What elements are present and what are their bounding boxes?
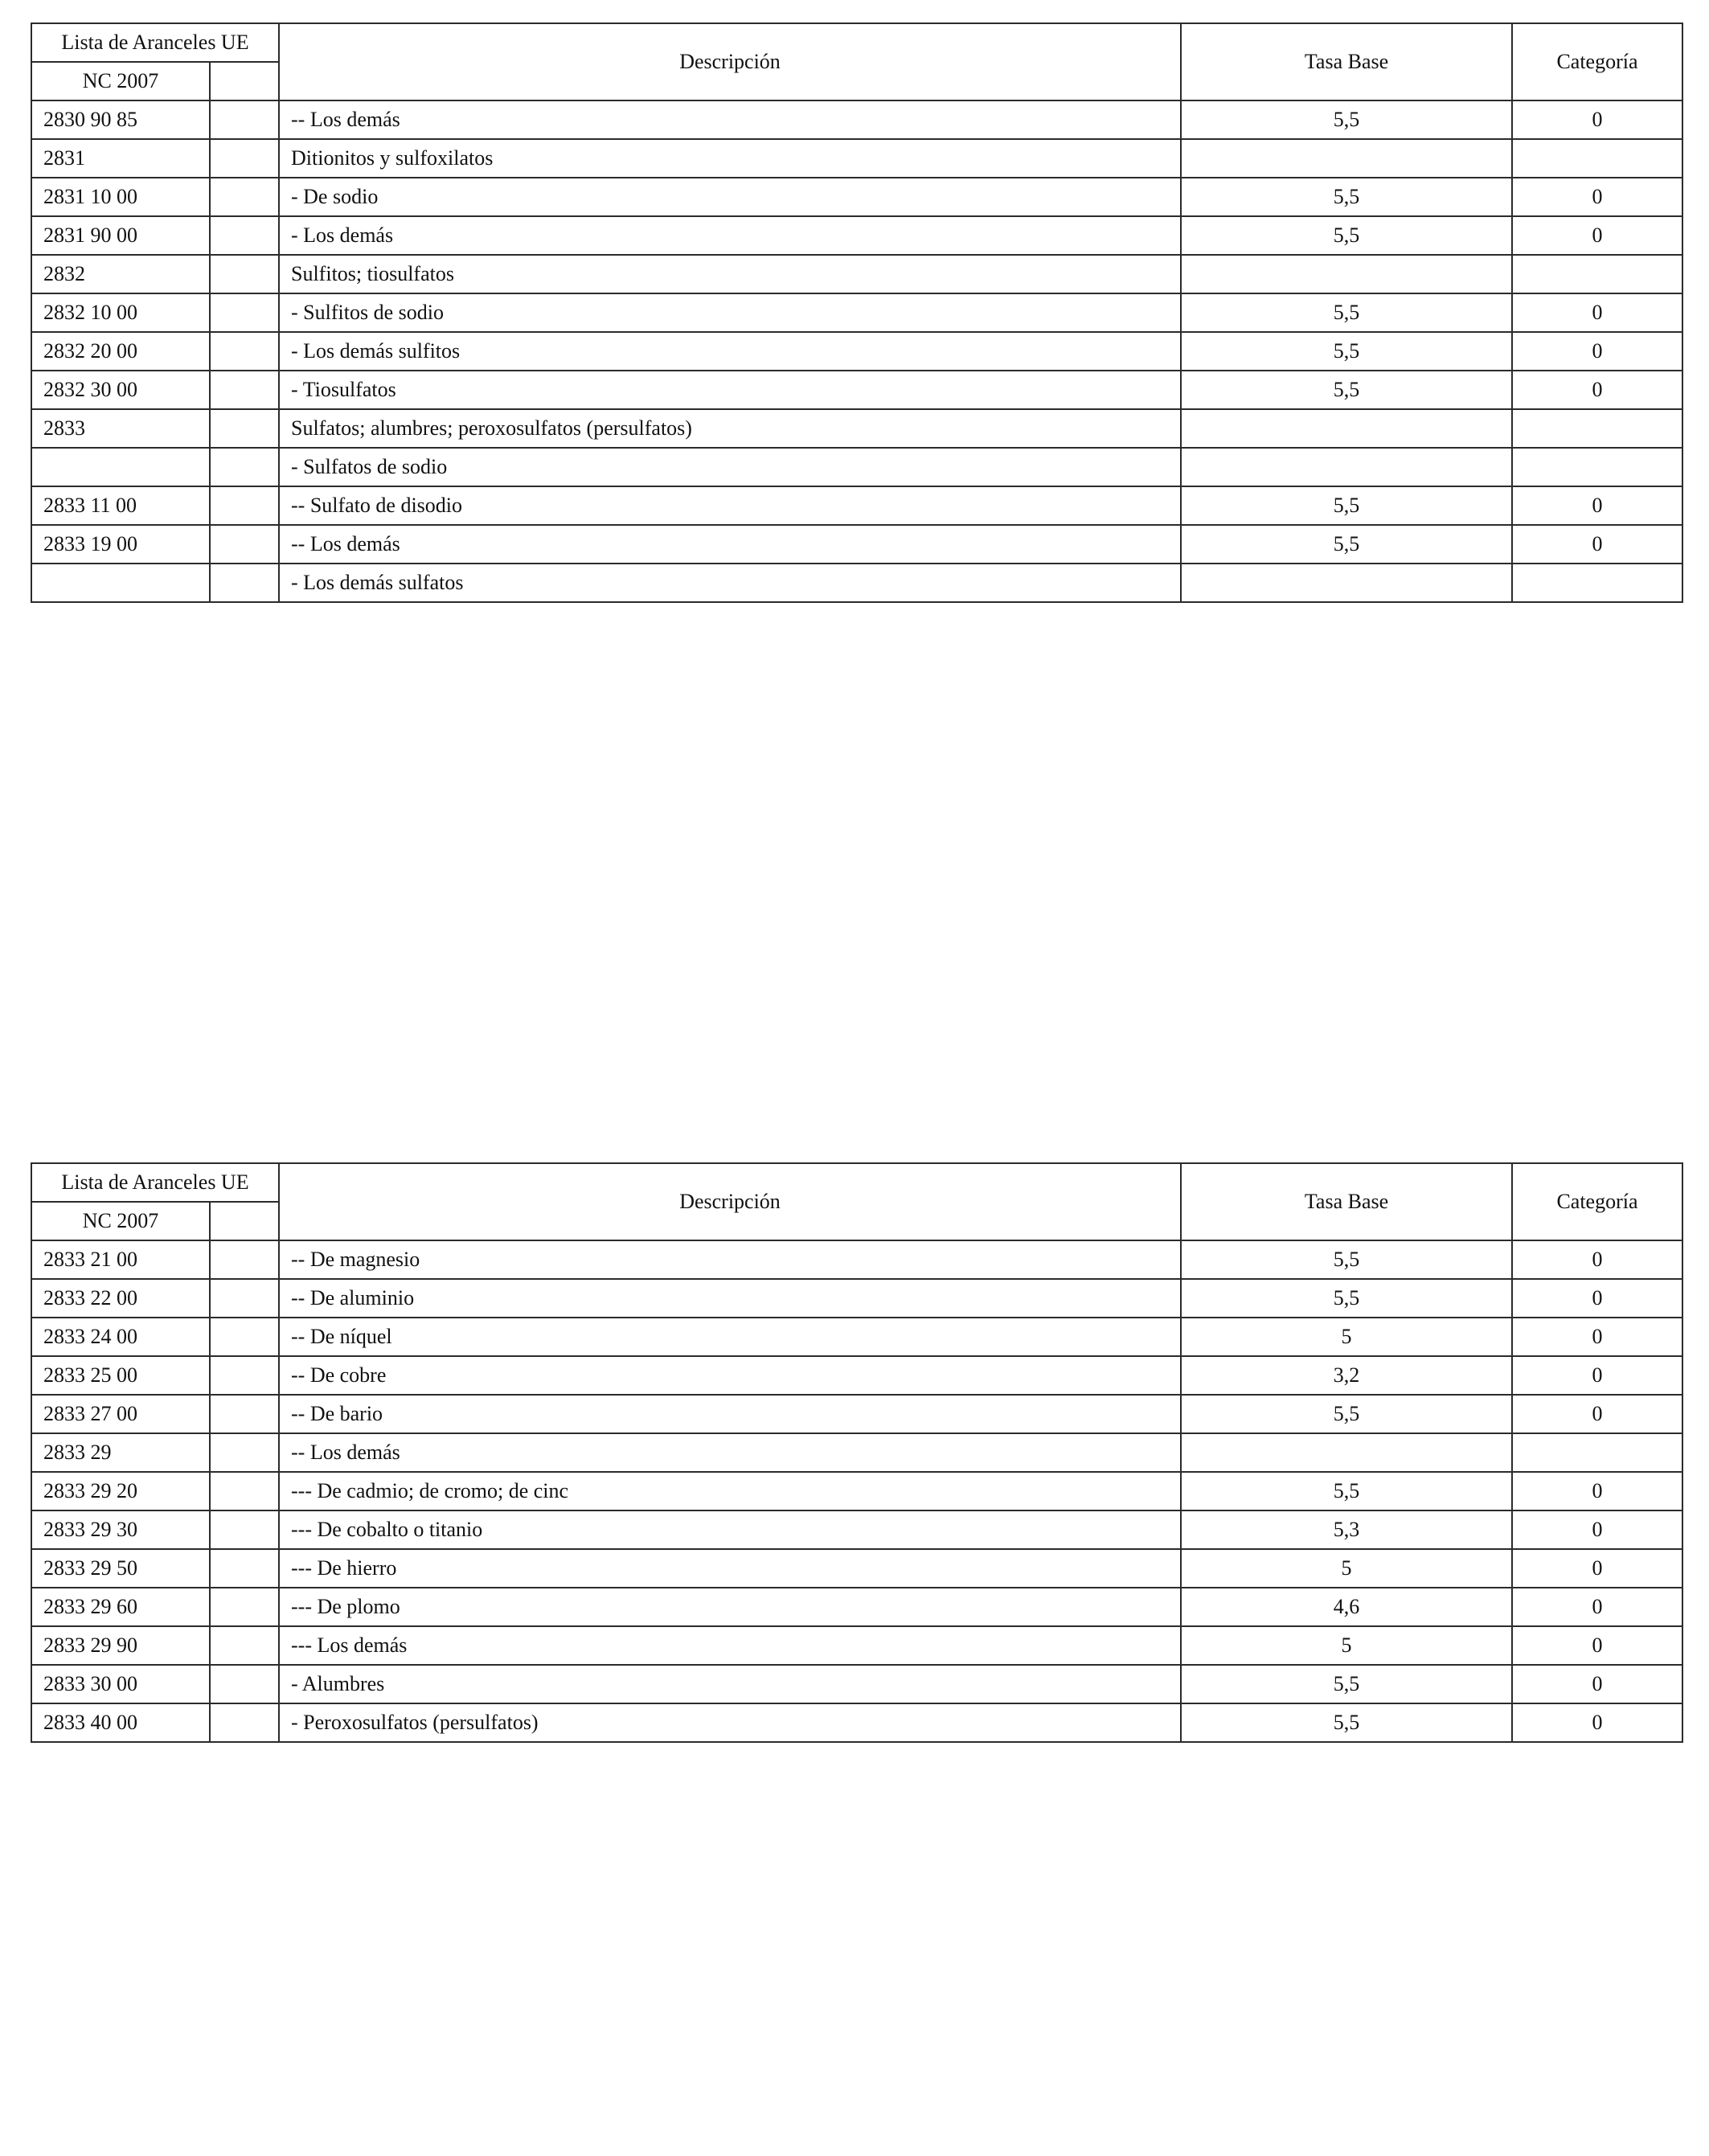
rate-cell: 4,6 xyxy=(1181,1588,1512,1626)
code-cell: 2833 29 50 xyxy=(31,1549,210,1588)
empty-cell xyxy=(210,1472,279,1510)
empty-header-cell xyxy=(210,1202,279,1240)
table-row xyxy=(31,371,1682,409)
code-cell: 2833 40 00 xyxy=(31,1703,210,1742)
code-cell: 2831 xyxy=(31,139,210,178)
code-cell xyxy=(31,448,210,486)
table-row xyxy=(31,564,1682,602)
code-cell: 2832 30 00 xyxy=(31,371,210,409)
code-cell: 2833 22 00 xyxy=(31,1279,210,1318)
description-cell: Sulfatos; alumbres; peroxosulfatos (persulfatos) xyxy=(279,409,1181,448)
description-cell: - Los demás xyxy=(279,216,1181,255)
category-cell: 0 xyxy=(1512,1318,1682,1356)
empty-cell xyxy=(210,1626,279,1665)
table-row xyxy=(31,1588,1682,1626)
category-cell: 0 xyxy=(1512,1626,1682,1665)
empty-cell xyxy=(210,139,279,178)
rate-cell: 5,5 xyxy=(1181,1279,1512,1318)
table-row xyxy=(31,100,1682,139)
base-rate-header: Tasa Base xyxy=(1181,23,1512,100)
code-cell: 2832 xyxy=(31,255,210,293)
table-row xyxy=(31,448,1682,486)
category-cell: 0 xyxy=(1512,293,1682,332)
code-cell: 2833 11 00 xyxy=(31,486,210,525)
table-row xyxy=(31,1665,1682,1703)
category-header: Categoría xyxy=(1512,1163,1682,1240)
description-cell: -- De cobre xyxy=(279,1356,1181,1395)
rate-cell: 5,5 xyxy=(1181,332,1512,371)
code-cell: 2833 29 xyxy=(31,1433,210,1472)
description-cell: -- De bario xyxy=(279,1395,1181,1433)
description-cell: Ditionitos y sulfoxilatos xyxy=(279,139,1181,178)
description-cell: - Tiosulfatos xyxy=(279,371,1181,409)
category-cell: 0 xyxy=(1512,1549,1682,1588)
description-cell: - Sulfatos de sodio xyxy=(279,448,1181,486)
rate-cell: 5,5 xyxy=(1181,178,1512,216)
table-row xyxy=(31,139,1682,178)
empty-cell xyxy=(210,1433,279,1472)
rate-cell: 5,5 xyxy=(1181,1240,1512,1279)
table-row xyxy=(31,525,1682,564)
category-cell xyxy=(1512,564,1682,602)
empty-cell xyxy=(210,1240,279,1279)
category-cell: 0 xyxy=(1512,332,1682,371)
table-row xyxy=(31,1240,1682,1279)
table-row xyxy=(31,409,1682,448)
list-header: Lista de Aranceles UE xyxy=(31,23,279,62)
description-cell: --- Los demás xyxy=(279,1626,1181,1665)
rate-cell xyxy=(1181,139,1512,178)
category-cell: 0 xyxy=(1512,178,1682,216)
code-cell: 2830 90 85 xyxy=(31,100,210,139)
list-header: Lista de Aranceles UE xyxy=(31,1163,279,1202)
description-cell: - Sulfitos de sodio xyxy=(279,293,1181,332)
empty-cell xyxy=(210,1510,279,1549)
table-row xyxy=(31,1703,1682,1742)
category-cell xyxy=(1512,409,1682,448)
table-row xyxy=(31,1433,1682,1472)
code-cell: 2833 30 00 xyxy=(31,1665,210,1703)
rate-cell xyxy=(1181,448,1512,486)
rate-cell xyxy=(1181,1433,1512,1472)
description-cell: -- De magnesio xyxy=(279,1240,1181,1279)
empty-cell xyxy=(210,448,279,486)
table-row xyxy=(31,293,1682,332)
category-cell xyxy=(1512,255,1682,293)
empty-cell xyxy=(210,486,279,525)
description-cell: - Los demás sulfatos xyxy=(279,564,1181,602)
rate-cell: 5,5 xyxy=(1181,216,1512,255)
category-cell: 0 xyxy=(1512,1703,1682,1742)
empty-cell xyxy=(210,255,279,293)
description-cell: -- De aluminio xyxy=(279,1279,1181,1318)
rate-cell: 5,5 xyxy=(1181,1395,1512,1433)
table-row xyxy=(31,332,1682,371)
empty-cell xyxy=(210,1395,279,1433)
description-header: Descripción xyxy=(279,23,1181,100)
category-cell xyxy=(1512,448,1682,486)
code-cell: 2831 90 00 xyxy=(31,216,210,255)
rate-cell: 3,2 xyxy=(1181,1356,1512,1395)
empty-cell xyxy=(210,1588,279,1626)
category-cell xyxy=(1512,1433,1682,1472)
description-cell: - Peroxosulfatos (persulfatos) xyxy=(279,1703,1181,1742)
rate-cell: 5,5 xyxy=(1181,1703,1512,1742)
code-cell: 2833 21 00 xyxy=(31,1240,210,1279)
empty-cell xyxy=(210,564,279,602)
rate-cell: 5,5 xyxy=(1181,293,1512,332)
code-cell: 2833 25 00 xyxy=(31,1356,210,1395)
table-row xyxy=(31,486,1682,525)
rate-cell: 5,5 xyxy=(1181,1665,1512,1703)
tariff-table-1 xyxy=(31,23,1683,603)
rate-cell xyxy=(1181,409,1512,448)
description-cell: --- De cadmio; de cromo; de cinc xyxy=(279,1472,1181,1510)
code-cell: 2833 29 20 xyxy=(31,1472,210,1510)
tariff-table-2 xyxy=(31,1162,1683,1743)
code-cell: 2833 29 60 xyxy=(31,1588,210,1626)
description-header: Descripción xyxy=(279,1163,1181,1240)
category-cell: 0 xyxy=(1512,1279,1682,1318)
table-row xyxy=(31,255,1682,293)
table-header-row xyxy=(31,1163,1682,1202)
category-cell xyxy=(1512,139,1682,178)
description-cell: -- Los demás xyxy=(279,1433,1181,1472)
description-cell: Sulfitos; tiosulfatos xyxy=(279,255,1181,293)
empty-cell xyxy=(210,409,279,448)
description-cell: --- De cobalto o titanio xyxy=(279,1510,1181,1549)
empty-cell xyxy=(210,1318,279,1356)
category-cell: 0 xyxy=(1512,486,1682,525)
rate-cell: 5 xyxy=(1181,1626,1512,1665)
code-cell: 2833 27 00 xyxy=(31,1395,210,1433)
table-row xyxy=(31,1279,1682,1318)
table-row xyxy=(31,216,1682,255)
empty-cell xyxy=(210,1279,279,1318)
code-cell: 2833 xyxy=(31,409,210,448)
description-cell: -- De níquel xyxy=(279,1318,1181,1356)
category-cell: 0 xyxy=(1512,1472,1682,1510)
category-cell: 0 xyxy=(1512,216,1682,255)
code-cell xyxy=(31,564,210,602)
rate-cell: 5,5 xyxy=(1181,486,1512,525)
empty-cell xyxy=(210,332,279,371)
description-cell: - De sodio xyxy=(279,178,1181,216)
table-body xyxy=(31,1240,1682,1742)
description-cell: - Los demás sulfitos xyxy=(279,332,1181,371)
category-cell: 0 xyxy=(1512,525,1682,564)
rate-cell xyxy=(1181,564,1512,602)
rate-cell: 5,5 xyxy=(1181,100,1512,139)
rate-cell: 5,5 xyxy=(1181,525,1512,564)
empty-cell xyxy=(210,525,279,564)
description-cell: --- De plomo xyxy=(279,1588,1181,1626)
table-row xyxy=(31,1510,1682,1549)
empty-cell xyxy=(210,293,279,332)
table-row xyxy=(31,1395,1682,1433)
nc-header: NC 2007 xyxy=(31,62,210,100)
base-rate-header: Tasa Base xyxy=(1181,1163,1512,1240)
code-cell: 2831 10 00 xyxy=(31,178,210,216)
code-cell: 2833 19 00 xyxy=(31,525,210,564)
category-cell: 0 xyxy=(1512,1510,1682,1549)
table-row xyxy=(31,1472,1682,1510)
description-cell: -- Sulfato de disodio xyxy=(279,486,1181,525)
category-cell: 0 xyxy=(1512,100,1682,139)
empty-header-cell xyxy=(210,62,279,100)
category-header: Categoría xyxy=(1512,23,1682,100)
table-row xyxy=(31,1356,1682,1395)
empty-cell xyxy=(210,100,279,139)
code-cell: 2832 10 00 xyxy=(31,293,210,332)
rate-cell xyxy=(1181,255,1512,293)
rate-cell: 5,5 xyxy=(1181,1472,1512,1510)
table-body xyxy=(31,100,1682,602)
empty-cell xyxy=(210,178,279,216)
table-header-row xyxy=(31,23,1682,62)
table-row xyxy=(31,1549,1682,1588)
rate-cell: 5 xyxy=(1181,1318,1512,1356)
table-row xyxy=(31,1318,1682,1356)
rate-cell: 5,5 xyxy=(1181,371,1512,409)
code-cell: 2833 24 00 xyxy=(31,1318,210,1356)
code-cell: 2832 20 00 xyxy=(31,332,210,371)
category-cell: 0 xyxy=(1512,1356,1682,1395)
description-cell: -- Los demás xyxy=(279,100,1181,139)
empty-cell xyxy=(210,216,279,255)
category-cell: 0 xyxy=(1512,1240,1682,1279)
description-cell: - Alumbres xyxy=(279,1665,1181,1703)
description-cell: -- Los demás xyxy=(279,525,1181,564)
nc-header: NC 2007 xyxy=(31,1202,210,1240)
empty-cell xyxy=(210,1665,279,1703)
code-cell: 2833 29 30 xyxy=(31,1510,210,1549)
category-cell: 0 xyxy=(1512,1665,1682,1703)
category-cell: 0 xyxy=(1512,1395,1682,1433)
table-row xyxy=(31,178,1682,216)
rate-cell: 5 xyxy=(1181,1549,1512,1588)
rate-cell: 5,3 xyxy=(1181,1510,1512,1549)
empty-cell xyxy=(210,1356,279,1395)
empty-cell xyxy=(210,371,279,409)
code-cell: 2833 29 90 xyxy=(31,1626,210,1665)
category-cell: 0 xyxy=(1512,1588,1682,1626)
category-cell: 0 xyxy=(1512,371,1682,409)
description-cell: --- De hierro xyxy=(279,1549,1181,1588)
empty-cell xyxy=(210,1549,279,1588)
table-row xyxy=(31,1626,1682,1665)
empty-cell xyxy=(210,1703,279,1742)
